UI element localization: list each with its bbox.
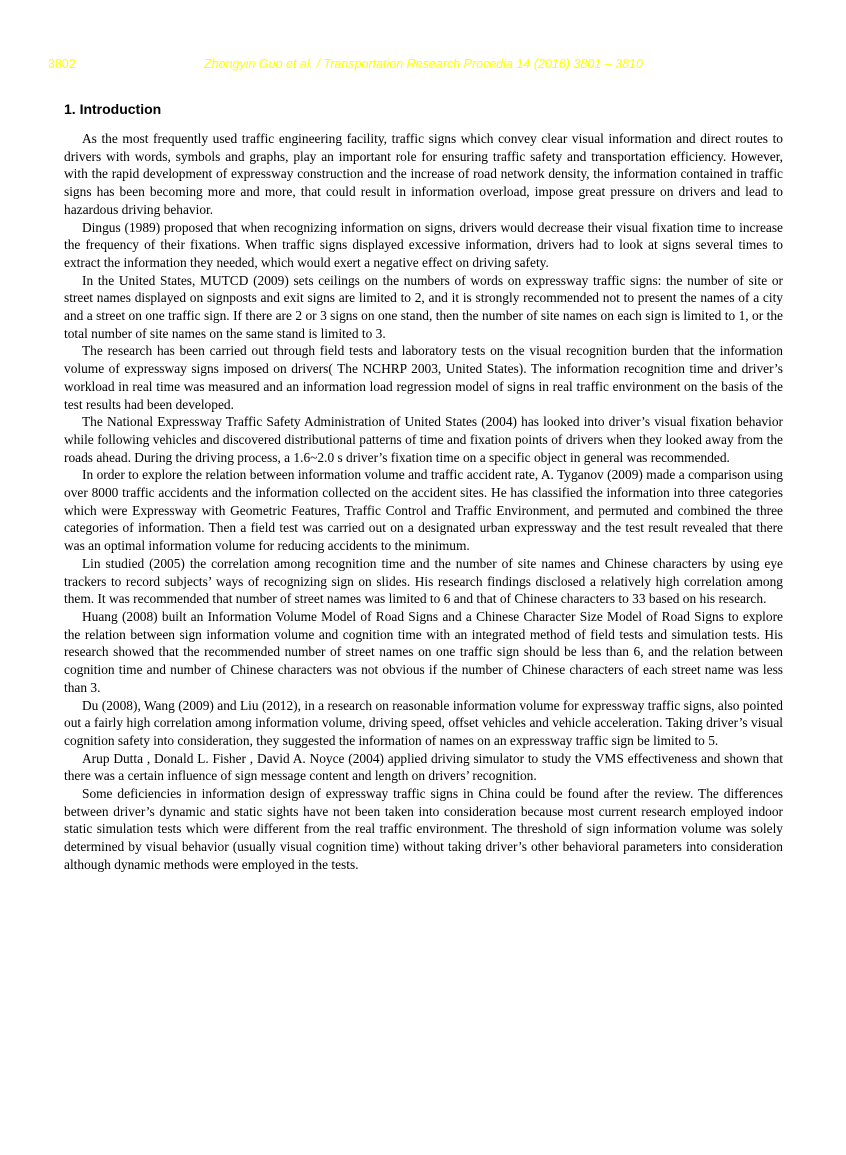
- paragraph-huang-2008: Huang (2008) built an Information Volume Model of Road Signs and a Chinese Character Size Model of Road Signs to explore the relation between sign information volume and cognition time with an integrated method of field tests and simulation tests. His research showed that the recommended number of street names on one traffic sign should be less than 6, and the relation between cognition time and number of Chinese characters was not obvious if the number of Chinese characters of each street name was less than 3.: [64, 608, 783, 695]
- paragraph-tyganov-2009: In order to explore the relation between information volume and traffic accident rate, A. Tyganov (2009) made a comparison using over 8000 traffic accidents and the information collected on the accident sites. He has classified the information into three categories which were Expressway with Geometric Features, Traffic Control and Traffic Environment, and permuted and combined the three categories of information. Then a field test was carried out on a designated urban expressway and the test result revealed that there was an optimal information volume for reducing accidents to the minimum.: [64, 467, 783, 554]
- paragraph-lin-2005: Lin studied (2005) the correlation among recognition time and the number of site names and Chinese characters by using eye trackers to record subjects’ ways of recognizing sign on slides. His research findings disclosed a relatively high correlation among them. It was recommended that number of street names was limited to 6 and that of Chinese characters to 33 based on his research.: [64, 555, 783, 607]
- paragraph-dingus-1989: Dingus (1989) proposed that when recognizing information on signs, drivers would decrease their visual fixation time to increase the frequency of their fixations. When traffic signs displayed excessive information, drivers had to look at signs several times to extract the information they needed, which would exert a negative effect on driving safety.: [64, 219, 783, 270]
- page-number: 3802: [48, 57, 76, 71]
- section-title: 1. Introduction: [64, 101, 162, 117]
- paragraph-deficiencies-summary: Some deficiencies in information design of expressway traffic signs in China could be found after the review. The differences between driver’s dynamic and static sights have not been taken into consideration because most current research employed indoor static simulation tests which were different from the real traffic environment. The threshold of sign information volume was solely determined by visual behavior (usually visual cognition time) without taking driver’s other behavioral parameters into consideration although dynamic methods were employed in the tests.: [64, 786, 783, 872]
- paragraph-du-wang-liu: Du (2008), Wang (2009) and Liu (2012), in a research on reasonable information volume for expressway traffic signs, also pointed out a fairly high correlation among information volume, driving speed, offset vehicles and vehicle acceleration. Taking driver’s visual cognition safety into consideration, they suggested the information of names on an expressway traffic sign be limited to 5.: [64, 697, 783, 748]
- paragraph-intro-overview: As the most frequently used traffic engineering facility, traffic signs which convey clear visual information and direct routes to drivers with words, symbols and graphs, play an important role for ensuring traffic safety and transportation efficiency. However, with the rapid development of expressway construction and the increase of road network density, the information contained in traffic signs has been becoming more and more, that could result in information overload, impose great pressure on drivers and lead to hazardous driving behavior.: [64, 131, 783, 217]
- paragraph-dutta-fisher-noyce: Arup Dutta , Donald L. Fisher , David A. Noyce (2004) applied driving simulator to study the VMS effectiveness and shown that there was a certain influence of sign message content and length on drivers’ recognition.: [64, 750, 783, 784]
- page-header: [48, 57, 783, 75]
- paragraph-nchrp-2003: The research has been carried out through field tests and laboratory tests on the visual recognition burden that the information volume of expressway signs imposed on drivers( The NCHRP 2003, United States). The information recognition time and driver’s workload in real time was measured and an information load regression model of signs in real traffic environment on the basis of the test results had been developed.: [64, 343, 783, 412]
- body-text: [64, 130, 783, 874]
- paragraph-mutcd-2009: In the United States, MUTCD (2009) sets ceilings on the numbers of words on expressway traffic signs: the number of site or street names displayed on signposts and exit signs are limited to 2, and it is strongly recommended not to present the names of a city and a street on one traffic sign. If there are 2 or 3 signs on one stand, then the number of site names on each sign is limited to 1, or the total number of site names on the same stand is limited to 3.: [64, 272, 783, 341]
- running-head: Zhongyin Guo et al. / Transportation Research Procedia 14 (2016) 3801 – 3810: [204, 57, 643, 71]
- paragraph-national-expressway-2004: The National Expressway Traffic Safety Administration of United States (2004) has looked into driver’s visual fixation behavior while following vehicles and discovered distributional patterns of time and fixation points of drivers when they looked away from the roads ahead. During the driving process, a 1.6~2.0 s driver’s fixation time on a specific object in general was recommended.: [64, 414, 783, 465]
